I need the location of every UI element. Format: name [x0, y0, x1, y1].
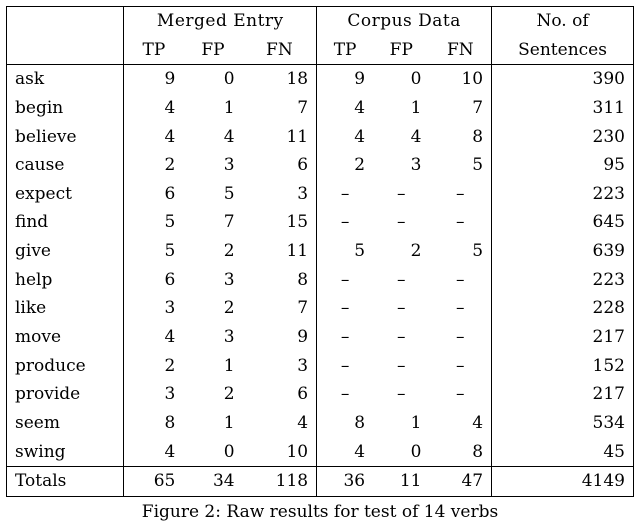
table-row [7, 123, 634, 152]
cell-cd-fn: – [430, 208, 492, 237]
cell-cd-fp: – [397, 384, 406, 405]
cell-me-fp: 3 [223, 327, 235, 348]
cell-verb: move [7, 323, 124, 352]
cell-me-tp: 9 [164, 69, 176, 90]
cell-cd-fp: 0 [410, 69, 422, 90]
cell-cd-fp: – [397, 212, 406, 233]
group-header-blank [7, 7, 124, 36]
cell-cd-tp: – [340, 298, 350, 319]
cell-cd-fn: – [430, 180, 492, 209]
cell-cd-fp: – [397, 327, 406, 348]
cell-cd-tp: 2 [354, 155, 366, 176]
cell-me-fp: 4 [223, 126, 235, 147]
table-row [7, 151, 634, 180]
cell-me-tp: 2 [164, 155, 176, 176]
totals-row [7, 467, 634, 497]
cell-me-fp: 2 [223, 241, 235, 262]
cell-cd-tp: 8 [354, 412, 366, 433]
cell-cd-tp: – [340, 212, 350, 233]
group-header-no-of: No. of [492, 7, 634, 36]
cell-me-tp: 2 [164, 355, 176, 376]
cell-verb: provide [7, 380, 124, 409]
cell-cd-tp: – [340, 384, 350, 405]
cell-me-tp: 6 [164, 183, 176, 204]
cell-verb: begin [7, 94, 124, 123]
cell-totals-me-tp: 65 [153, 471, 176, 492]
cell-me-fn: 3 [243, 352, 317, 381]
group-header-row [7, 7, 634, 36]
table-row [7, 323, 634, 352]
cell-me-fp: 3 [223, 155, 235, 176]
cell-cd-fp: 4 [410, 126, 422, 147]
cell-cd-fn: 5 [430, 151, 492, 180]
group-header-merged-entry: Merged Entry [124, 7, 317, 36]
cell-cd-fn: 4 [430, 409, 492, 438]
table-row [7, 294, 634, 323]
cell-sentences: 639 [492, 237, 634, 266]
cell-cd-fn: 7 [430, 94, 492, 123]
cell-cd-tp: – [340, 355, 350, 376]
cell-me-fn: 6 [243, 380, 317, 409]
cell-cd-fn: 10 [430, 65, 492, 94]
table-row [7, 94, 634, 123]
cell-cd-fn: 5 [430, 237, 492, 266]
cell-me-fn: 11 [243, 123, 317, 152]
cell-sentences: 228 [492, 294, 634, 323]
table-row [7, 266, 634, 295]
cell-cd-fp: 1 [410, 97, 422, 118]
cell-cd-fp: 0 [410, 441, 422, 462]
cell-cd-tp: 9 [354, 69, 366, 90]
cell-cd-tp: 4 [354, 97, 366, 118]
cell-sentences: 223 [492, 266, 634, 295]
cell-me-tp: 4 [164, 97, 176, 118]
cell-verb: swing [7, 438, 124, 467]
cell-me-fp: 0 [223, 441, 235, 462]
cell-me-fn: 8 [243, 266, 317, 295]
cell-me-fp: 2 [223, 298, 235, 319]
cell-me-fn: 3 [243, 180, 317, 209]
cell-cd-fn: 8 [430, 438, 492, 467]
cell-me-fp: 7 [223, 212, 235, 233]
cell-me-fn: 9 [243, 323, 317, 352]
cell-cd-fn: – [430, 323, 492, 352]
cell-sentences: 95 [492, 151, 634, 180]
cell-verb: like [7, 294, 124, 323]
cell-me-tp: 5 [164, 212, 176, 233]
cell-verb: find [7, 208, 124, 237]
cell-me-fn: 15 [243, 208, 317, 237]
cell-me-fp: 1 [223, 97, 235, 118]
cell-cd-fp: – [397, 269, 406, 290]
cell-cd-tp: – [340, 269, 350, 290]
cell-cd-tp: 4 [354, 441, 366, 462]
cell-sentences: 645 [492, 208, 634, 237]
cell-verb: ask [7, 65, 124, 94]
cell-totals-me-fp: 34 [212, 471, 235, 492]
sub-header-me-fp: FP [201, 39, 225, 60]
cell-me-fp: 5 [223, 183, 235, 204]
cell-cd-fp: – [397, 298, 406, 319]
cell-cd-fn: – [430, 352, 492, 381]
figure-caption: Figure 2: Raw results for test of 14 verbs [141, 502, 499, 522]
cell-totals-label: Totals [7, 467, 124, 497]
cell-cd-fp: 1 [410, 412, 422, 433]
table-row [7, 352, 634, 381]
cell-totals-cd-fp: 11 [399, 471, 422, 492]
cell-verb: give [7, 237, 124, 266]
cell-me-fn: 4 [243, 409, 317, 438]
sub-header-row [7, 36, 634, 65]
cell-totals-cd-fn: 47 [430, 467, 492, 497]
cell-sentences: 152 [492, 352, 634, 381]
sub-header-me-fn: FN [243, 36, 317, 65]
cell-me-tp: 6 [164, 269, 176, 290]
table-body [7, 65, 634, 497]
cell-me-tp: 3 [164, 384, 176, 405]
cell-me-tp: 8 [164, 412, 176, 433]
cell-me-fn: 7 [243, 294, 317, 323]
cell-sentences: 45 [492, 438, 634, 467]
cell-totals-cd-tp: 36 [343, 471, 366, 492]
table-row [7, 180, 634, 209]
cell-cd-tp: – [340, 327, 350, 348]
cell-me-fn: 18 [243, 65, 317, 94]
cell-sentences: 217 [492, 323, 634, 352]
cell-me-fn: 11 [243, 237, 317, 266]
table-row [7, 237, 634, 266]
cell-cd-fn: – [430, 294, 492, 323]
cell-me-fn: 7 [243, 94, 317, 123]
results-table [6, 6, 634, 497]
table-row [7, 380, 634, 409]
sub-header-sentences: Sentences [492, 36, 634, 65]
cell-me-fn: 10 [243, 438, 317, 467]
cell-cd-fn: – [430, 266, 492, 295]
cell-verb: expect [7, 180, 124, 209]
table-row [7, 409, 634, 438]
table-row [7, 208, 634, 237]
cell-cd-fp: 2 [410, 241, 422, 262]
cell-cd-fp: – [397, 355, 406, 376]
cell-me-tp: 4 [164, 441, 176, 462]
cell-me-tp: 4 [164, 126, 176, 147]
cell-me-fp: 3 [223, 269, 235, 290]
cell-cd-tp: – [340, 183, 350, 204]
group-header-corpus-data: Corpus Data [317, 7, 492, 36]
cell-cd-fp: 3 [410, 155, 422, 176]
cell-me-fp: 1 [223, 355, 235, 376]
cell-me-fp: 1 [223, 412, 235, 433]
cell-me-fp: 2 [223, 384, 235, 405]
cell-cd-tp: 5 [354, 241, 366, 262]
cell-me-tp: 3 [164, 298, 176, 319]
cell-verb: produce [7, 352, 124, 381]
cell-sentences: 534 [492, 409, 634, 438]
sub-header-cd-fp: FP [389, 39, 413, 60]
cell-totals-sentences: 4149 [492, 467, 634, 497]
cell-totals-me-fn: 118 [243, 467, 317, 497]
cell-sentences: 230 [492, 123, 634, 152]
sub-header-blank [7, 36, 124, 65]
cell-verb: cause [7, 151, 124, 180]
cell-cd-fn: 8 [430, 123, 492, 152]
table-row [7, 438, 634, 467]
cell-cd-fn: – [430, 380, 492, 409]
table-header [7, 7, 634, 65]
cell-verb: help [7, 266, 124, 295]
sub-header-me-tp: TP [142, 39, 166, 60]
cell-sentences: 311 [492, 94, 634, 123]
cell-me-tp: 4 [164, 327, 176, 348]
cell-me-tp: 5 [164, 241, 176, 262]
cell-me-fp: 0 [223, 69, 235, 90]
sub-header-cd-fn: FN [430, 36, 492, 65]
cell-cd-fp: – [397, 183, 406, 204]
cell-sentences: 217 [492, 380, 634, 409]
cell-verb: seem [7, 409, 124, 438]
cell-verb: believe [7, 123, 124, 152]
cell-cd-tp: 4 [354, 126, 366, 147]
cell-sentences: 223 [492, 180, 634, 209]
sub-header-cd-tp: TP [333, 39, 357, 60]
cell-sentences: 390 [492, 65, 634, 94]
table-row [7, 65, 634, 94]
cell-me-fn: 6 [243, 151, 317, 180]
